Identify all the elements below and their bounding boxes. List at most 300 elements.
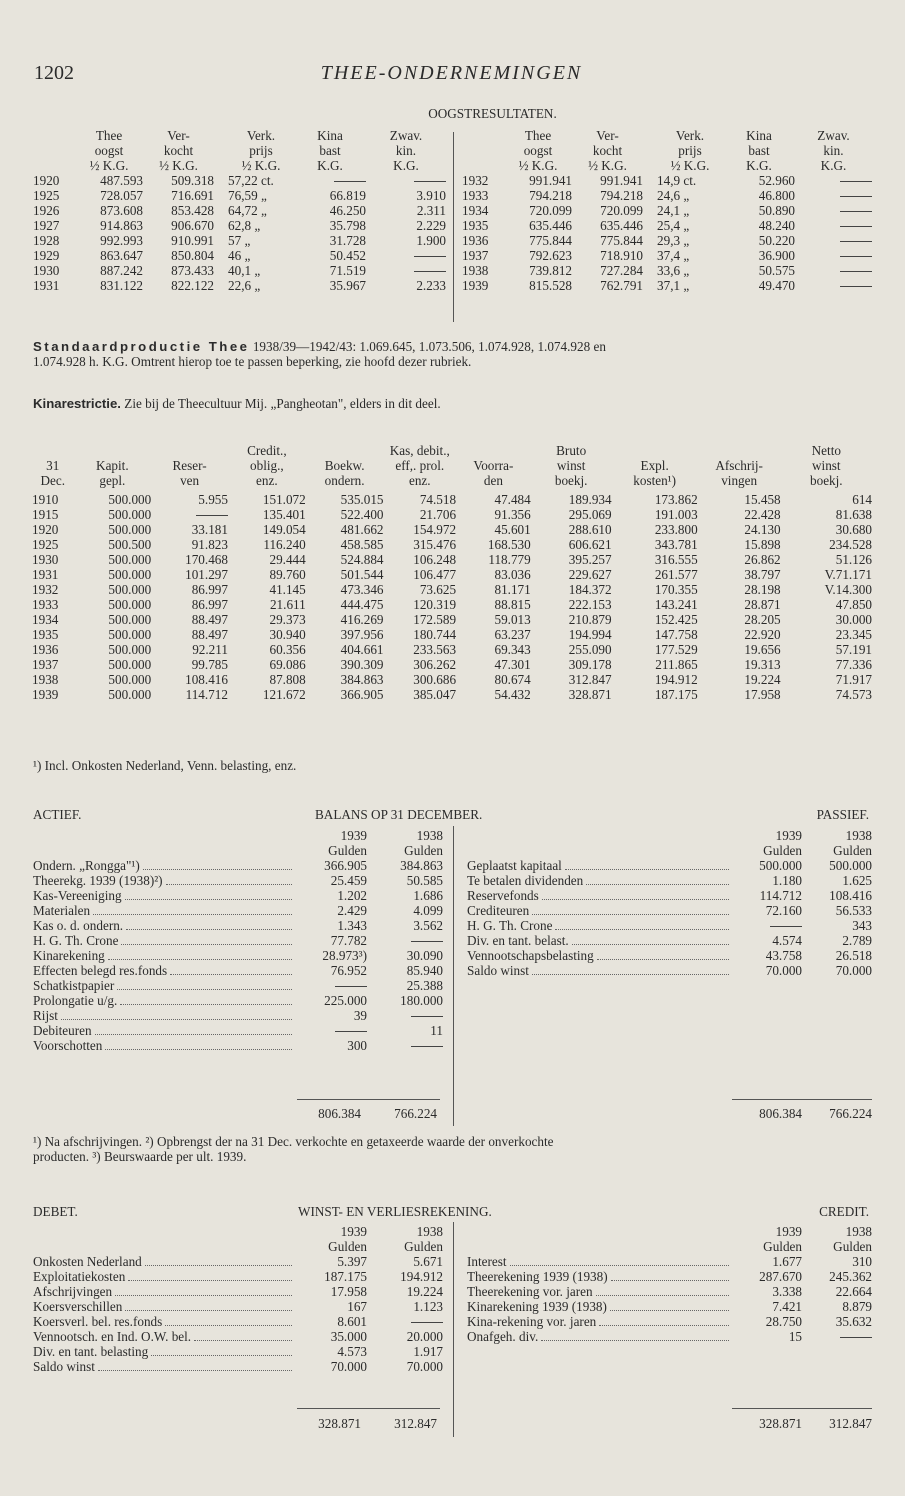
entry-label-wrap — [467, 1254, 732, 1269]
oogst-value: 31.728 — [329, 233, 366, 248]
winst-divider — [453, 1222, 454, 1437]
winst-entry-1938: 22.664 — [835, 1284, 872, 1299]
balans-right-table — [467, 828, 872, 978]
oogst-value: 25,4 „ — [657, 218, 690, 233]
balans-entry-1939 — [295, 978, 367, 993]
winst-entry-1938: 70.000 — [406, 1359, 443, 1374]
oogst-value: 794.218 — [529, 188, 572, 203]
financial-value: 170.355 — [654, 582, 698, 597]
balans-left-table — [33, 828, 443, 1053]
financial-value: 5.955 — [198, 492, 228, 507]
balans-unit-cell: Gulden — [763, 843, 802, 858]
financial-value: 28.205 — [744, 612, 781, 627]
oogst-header-cell: K.G. — [317, 158, 343, 173]
balans-entry-label-cell — [467, 933, 732, 948]
oogst-header-cell: ½ K.G. — [159, 158, 198, 173]
entry-label-wrap — [33, 933, 295, 948]
financial-value: 255.090 — [568, 642, 612, 657]
financial-value: V.71.171 — [824, 567, 872, 582]
financial-row — [32, 597, 872, 612]
oogst-value: 46.800 — [758, 188, 795, 203]
financial-value: 500.000 — [108, 612, 152, 627]
oogst-header-cell: ½ K.G. — [588, 158, 627, 173]
financial-year: 1930 — [32, 552, 59, 567]
balans-entry-1938: 343 — [852, 918, 872, 933]
winst-year-cell: 1939 — [340, 1224, 367, 1239]
financial-value: 501.544 — [340, 567, 384, 582]
oogst-value: 906.670 — [171, 218, 214, 233]
dash-mark — [840, 286, 872, 287]
winst-entry-label: Saldo winst — [33, 1359, 95, 1374]
financial-value: 22.428 — [744, 507, 781, 522]
financial-value: 120.319 — [413, 597, 457, 612]
financial-row — [32, 657, 872, 672]
oogst-header-cell: Verk. — [675, 128, 705, 143]
winst-unit-cell: Gulden — [833, 1239, 872, 1254]
oogst-value — [795, 173, 872, 188]
balans-entry-row — [33, 933, 443, 948]
balans-left-total-1938: 766.224 — [394, 1106, 437, 1121]
financial-year: 1925 — [32, 537, 59, 552]
financial-value: 328.871 — [568, 687, 612, 702]
oogst-row — [33, 263, 446, 278]
oogst-value: 792.623 — [529, 248, 572, 263]
winst-entry-row — [33, 1359, 443, 1374]
financial-header-cell: Reser- — [172, 458, 207, 473]
dash-mark — [840, 256, 872, 257]
winst-entry-label-cell — [33, 1314, 295, 1329]
entry-label-wrap — [33, 1344, 295, 1359]
dot-leader — [596, 1294, 729, 1296]
oogst-header-cell: Zwav. — [389, 128, 423, 143]
entry-label-wrap — [467, 1329, 732, 1344]
oogst-header-blank — [33, 158, 75, 173]
balans-entry-label-cell — [33, 948, 295, 963]
oogst-header-cell: kocht — [163, 143, 194, 158]
balans-entry-1939: 500.000 — [759, 858, 802, 873]
financial-value: 343.781 — [654, 537, 698, 552]
balans-entry-label-cell — [33, 873, 295, 888]
balans-entry-label-cell — [467, 873, 732, 888]
balans-entry-label: Rijst — [33, 1008, 58, 1023]
balans-entry-label-cell — [467, 948, 732, 963]
oogst-value: 1.900 — [416, 233, 446, 248]
balans-entry-1939 — [295, 1023, 367, 1038]
balans-entry-1939 — [732, 918, 802, 933]
oogst-year: 1927 — [33, 218, 60, 233]
oogst-value: 635.446 — [529, 218, 572, 233]
oogst-value: 728.057 — [100, 188, 143, 203]
oogst-value — [795, 248, 872, 263]
balans-entry-label: Reservefonds — [467, 888, 539, 903]
financial-value: 30.680 — [835, 522, 872, 537]
winst-entry-label: Vennootsch. en Ind. O.W. bel. — [33, 1329, 192, 1344]
winst-entry-label: Theerekening 1939 (1938) — [467, 1269, 608, 1284]
oogst-value: 991.941 — [600, 173, 643, 188]
dot-leader — [95, 1033, 292, 1035]
financial-value: 73.625 — [419, 582, 457, 597]
balans-entry-1939: 114.712 — [759, 888, 802, 903]
winst-entry-row — [467, 1284, 872, 1299]
oogst-value: 35.967 — [329, 278, 366, 293]
oogst-row — [33, 173, 446, 188]
financial-row — [32, 537, 872, 552]
winst-entry-1939: 70.000 — [330, 1359, 367, 1374]
financial-value: 47.484 — [494, 492, 531, 507]
financial-value: 15.898 — [744, 537, 781, 552]
balans-entry-label: Te betalen dividenden — [467, 873, 584, 888]
oogst-header-cell: K.G. — [393, 158, 419, 173]
oogst-value: 37,4 „ — [657, 248, 690, 263]
financial-value: 229.627 — [568, 567, 612, 582]
balans-entry-row — [33, 1038, 443, 1053]
balans-entry-1938: 1.686 — [413, 888, 443, 903]
winst-entry-1938: 194.912 — [400, 1269, 443, 1284]
balans-year-cell: 1939 — [775, 828, 802, 843]
financial-value: 86.997 — [191, 597, 228, 612]
balans-entry-1939: 76.952 — [330, 963, 367, 978]
dot-leader — [611, 1279, 729, 1281]
winst-unit-cell: Gulden — [763, 1239, 802, 1254]
financial-header-cell: boekj. — [554, 473, 588, 488]
entry-label-wrap — [467, 933, 732, 948]
winst-left-total-rule — [297, 1408, 440, 1409]
oogst-value: 762.791 — [600, 278, 643, 293]
financial-value: 233.563 — [413, 642, 457, 657]
financial-value: 30.000 — [835, 612, 872, 627]
financial-value: 458.585 — [340, 537, 384, 552]
dash-mark — [840, 1337, 872, 1338]
financial-value: 60.356 — [269, 642, 306, 657]
financial-value: 500.500 — [108, 537, 152, 552]
oogst-header-row — [462, 158, 872, 173]
financial-header-cell: kosten¹) — [633, 473, 677, 488]
dot-leader — [117, 988, 292, 990]
entry-label-wrap — [33, 873, 295, 888]
balans-entry-label-cell — [467, 918, 732, 933]
financial-value: 28.871 — [744, 597, 781, 612]
oogst-header-row — [462, 143, 872, 158]
balans-entry-row — [33, 903, 443, 918]
financial-header-cell: oblig., — [250, 458, 284, 473]
balans-unit-row — [467, 843, 872, 858]
financial-value: 106.248 — [413, 552, 457, 567]
winst-left-heading: DEBET. — [33, 1204, 78, 1219]
oogst-row — [462, 218, 872, 233]
balans-entry-row — [33, 978, 443, 993]
financial-value: 47.850 — [835, 597, 872, 612]
financial-value: 69.086 — [269, 657, 306, 672]
balans-entry-label: Saldo winst — [467, 963, 529, 978]
balans-entry-label-cell — [467, 858, 732, 873]
winst-entry-label-cell — [33, 1254, 295, 1269]
balans-entry-label: Kinarekening — [33, 948, 105, 963]
oogst-year: 1939 — [462, 278, 489, 293]
oogst-header-cell: ½ K.G. — [670, 158, 710, 173]
balans-entry-label-cell — [33, 963, 295, 978]
winst-entry-1938: 1.123 — [413, 1299, 443, 1314]
balans-entry-1939: 39 — [353, 1008, 367, 1023]
winst-right-total-1939: 328.871 — [759, 1416, 802, 1431]
winst-entry-label: Koersverschillen — [33, 1299, 123, 1314]
winst-entry-label: Kinarekening 1939 (1938) — [467, 1299, 607, 1314]
financial-header-cell: Bruto — [556, 443, 587, 458]
balans-entry-label-cell — [33, 978, 295, 993]
financial-row — [32, 672, 872, 687]
winst-entry-1938: 8.879 — [842, 1299, 872, 1314]
winst-unit-cell: Gulden — [404, 1239, 443, 1254]
dash-mark — [770, 926, 802, 927]
dash-mark — [411, 1322, 443, 1323]
oogst-value: 720.099 — [529, 203, 572, 218]
financial-value: 385.047 — [413, 687, 457, 702]
financial-value: 71.917 — [835, 672, 872, 687]
financial-header-cell: Afschrij- — [715, 458, 763, 473]
dot-leader — [170, 973, 292, 975]
oogst-value: 24,6 „ — [657, 188, 690, 203]
balans-header-blank — [33, 828, 295, 843]
winst-left-total-1939: 328.871 — [318, 1416, 361, 1431]
financial-value: 500.000 — [108, 507, 152, 522]
oogst-value: 50.452 — [329, 248, 366, 263]
entry-label-wrap — [33, 903, 295, 918]
financial-header-cell — [306, 443, 384, 458]
dot-leader — [61, 1018, 292, 1020]
winst-entry-1939: 15 — [788, 1329, 802, 1344]
oogst-row — [462, 203, 872, 218]
financial-header-cell: enz. — [408, 473, 431, 488]
financial-year: 1936 — [32, 642, 59, 657]
oogst-value: 50.220 — [758, 233, 795, 248]
financial-row — [32, 507, 872, 522]
financial-value: 170.468 — [185, 552, 228, 567]
balans-entry-1939: 43.758 — [765, 948, 802, 963]
balans-entry-row — [33, 993, 443, 1008]
oogst-row — [462, 278, 872, 293]
financial-value: 45.601 — [494, 522, 531, 537]
winst-right-total-1938: 312.847 — [829, 1416, 872, 1431]
entry-label-wrap — [33, 1329, 295, 1344]
winst-entry-label: Exploitatiekosten — [33, 1269, 126, 1284]
financial-header-cell: gepl. — [99, 473, 126, 488]
financial-value: 33.181 — [191, 522, 228, 537]
oogst-header-cell: prijs — [249, 143, 273, 158]
oogst-header-cell: K.G. — [746, 158, 772, 173]
winst-entry-row — [467, 1299, 872, 1314]
financial-header-cell: eff,. prol. — [395, 458, 445, 473]
standaard-paragraph — [33, 339, 873, 369]
financial-value: 88.497 — [191, 627, 228, 642]
winst-entry-label: Afschrijvingen — [33, 1284, 113, 1299]
dot-leader — [166, 883, 292, 885]
oogst-header-cell: oogst — [523, 143, 553, 158]
balans-entry-1939: 77.782 — [330, 933, 367, 948]
balans-unit-cell: Gulden — [328, 843, 367, 858]
financial-value: 29.373 — [269, 612, 306, 627]
dot-leader — [125, 898, 292, 900]
oogst-value: 2.233 — [416, 278, 446, 293]
entry-label-wrap — [467, 963, 732, 978]
oogst-value: 36.900 — [758, 248, 795, 263]
financial-value: 108.416 — [185, 672, 228, 687]
kina-label: Kinarestrictie. — [33, 396, 121, 411]
winst-entry-label: Theerekening vor. jaren — [467, 1284, 593, 1299]
winst-header-blank — [33, 1224, 295, 1239]
financial-value: 149.054 — [262, 522, 306, 537]
winst-entry-label: Div. en tant. belasting — [33, 1344, 149, 1359]
financial-row — [32, 552, 872, 567]
financial-value: 74.518 — [419, 492, 457, 507]
financial-value: 24.130 — [744, 522, 781, 537]
oogst-year: 1935 — [462, 218, 489, 233]
oogst-value: 991.941 — [529, 173, 572, 188]
entry-label-wrap — [33, 1359, 295, 1374]
financial-value: 177.529 — [654, 642, 698, 657]
balans-entry-1939: 70.000 — [765, 963, 802, 978]
financial-value: 316.555 — [654, 552, 698, 567]
oogst-value: 910.991 — [171, 233, 214, 248]
dot-leader — [108, 958, 292, 960]
financial-header-cell: ondern. — [324, 473, 365, 488]
financial-value: 22.920 — [744, 627, 781, 642]
oogst-value: 815.528 — [529, 278, 572, 293]
winst-entry-1939: 7.421 — [772, 1299, 802, 1314]
balans-entry-1938: 85.940 — [406, 963, 443, 978]
winst-entry-1938: 35.632 — [835, 1314, 872, 1329]
winst-entry-1938 — [367, 1314, 443, 1329]
winst-entry-1939: 187.175 — [324, 1269, 367, 1284]
oogst-year: 1920 — [33, 173, 60, 188]
financial-value: 522.400 — [340, 507, 384, 522]
oogst-header-cell: ½ K.G. — [89, 158, 129, 173]
financial-value: 15.458 — [744, 492, 781, 507]
entry-label-wrap — [33, 1299, 295, 1314]
balans-entry-label: Ondern. „Rongga"¹) — [33, 858, 140, 873]
winst-entry-1939: 1.677 — [772, 1254, 802, 1269]
balans-entry-label: H. G. Th. Crone — [33, 933, 119, 948]
balans-entry-label-cell — [33, 918, 295, 933]
winst-entry-label: Interest — [467, 1254, 507, 1269]
financial-header-cell: ven — [180, 473, 200, 488]
oogst-value: 48.240 — [758, 218, 795, 233]
oogst-value: 992.993 — [100, 233, 143, 248]
balans-entry-label-cell — [33, 933, 295, 948]
financial-value: 114.712 — [185, 687, 228, 702]
entry-label-wrap — [467, 903, 732, 918]
financial-value: 500.000 — [108, 642, 152, 657]
oogst-value: 57,22 ct. — [228, 173, 274, 188]
financial-row — [32, 612, 872, 627]
oogst-value: 24,1 „ — [657, 203, 690, 218]
oogst-header-row — [33, 128, 446, 143]
oogst-value — [795, 188, 872, 203]
dash-mark — [414, 181, 446, 182]
dot-leader — [125, 1309, 292, 1311]
entry-label-wrap — [33, 1008, 295, 1023]
dash-mark — [335, 986, 367, 987]
balans-entry-row — [467, 873, 872, 888]
financial-value: 63.237 — [494, 627, 531, 642]
financial-value: 88.815 — [494, 597, 531, 612]
financial-value: 300.686 — [413, 672, 457, 687]
financial-value: 54.432 — [494, 687, 531, 702]
winst-header-blank — [467, 1224, 732, 1239]
oogst-value: 50.890 — [758, 203, 795, 218]
financial-value: 17.958 — [744, 687, 781, 702]
oogst-value: 46 „ — [228, 248, 251, 263]
oogst-value: 718.910 — [600, 248, 643, 263]
oogst-value: 2.311 — [416, 203, 446, 218]
winst-entry-row — [467, 1314, 872, 1329]
oogst-divider — [453, 132, 454, 322]
winst-year-row — [467, 1224, 872, 1239]
financial-header-row — [32, 458, 872, 473]
oogst-row — [462, 233, 872, 248]
winst-entry-row — [467, 1269, 872, 1284]
oogst-header-cell: Kina — [317, 128, 343, 143]
entry-label-wrap — [467, 1284, 732, 1299]
financial-value: 473.346 — [340, 582, 384, 597]
balans-header-blank — [467, 828, 732, 843]
balans-entry-1939: 25.459 — [330, 873, 367, 888]
dot-leader — [120, 1003, 292, 1005]
financial-year: 1910 — [32, 492, 59, 507]
balans-entry-label-cell — [33, 993, 295, 1008]
financial-value: 135.401 — [262, 507, 306, 522]
oogst-header-cell: prijs — [678, 143, 702, 158]
financial-value: 500.000 — [108, 687, 152, 702]
entry-label-wrap — [467, 888, 732, 903]
balans-entry-label: Debiteuren — [33, 1023, 92, 1038]
oogst-row — [462, 188, 872, 203]
financial-header-cell: boekj. — [810, 473, 843, 488]
financial-value: 77.336 — [835, 657, 872, 672]
oogst-value: 49.470 — [758, 278, 795, 293]
financial-value: 194.994 — [568, 627, 612, 642]
oogst-value: 50.575 — [758, 263, 795, 278]
balans-left-total-rule — [297, 1099, 440, 1100]
balans-entry-1939: 1.343 — [337, 918, 367, 933]
financial-row — [32, 582, 872, 597]
balans-footnote-2: producten. ³) Beurswaarde per ult. 1939. — [33, 1149, 247, 1164]
oogst-header-cell: Thee — [524, 128, 552, 143]
balans-entry-1939: 225.000 — [324, 993, 367, 1008]
winst-entry-1939: 287.670 — [759, 1269, 802, 1284]
financial-value: 151.072 — [262, 492, 306, 507]
dash-mark — [840, 181, 872, 182]
oogst-header-cell: K.G. — [820, 158, 847, 173]
oogst-year: 1937 — [462, 248, 489, 263]
dot-leader — [143, 868, 292, 870]
balans-entry-label: Schatkistpapier — [33, 978, 115, 993]
dash-mark — [411, 1016, 443, 1017]
balans-entry-1938 — [367, 1008, 443, 1023]
dot-leader — [586, 883, 729, 885]
oogst-value: 914.863 — [100, 218, 143, 233]
balans-entry-row — [33, 888, 443, 903]
oogst-row — [33, 188, 446, 203]
balans-year-cell: 1938 — [416, 828, 443, 843]
balans-entry-1938: 26.518 — [835, 948, 872, 963]
balans-entry-row — [33, 918, 443, 933]
winst-entry-label-cell — [33, 1284, 295, 1299]
financial-value: 106.477 — [413, 567, 457, 582]
entry-label-wrap — [33, 1023, 295, 1038]
balans-entry-1938: 384.863 — [400, 858, 443, 873]
oogst-value: 794.218 — [600, 188, 643, 203]
balans-year-cell: 1939 — [340, 828, 367, 843]
balans-entry-label: Div. en tant. belast. — [467, 933, 569, 948]
